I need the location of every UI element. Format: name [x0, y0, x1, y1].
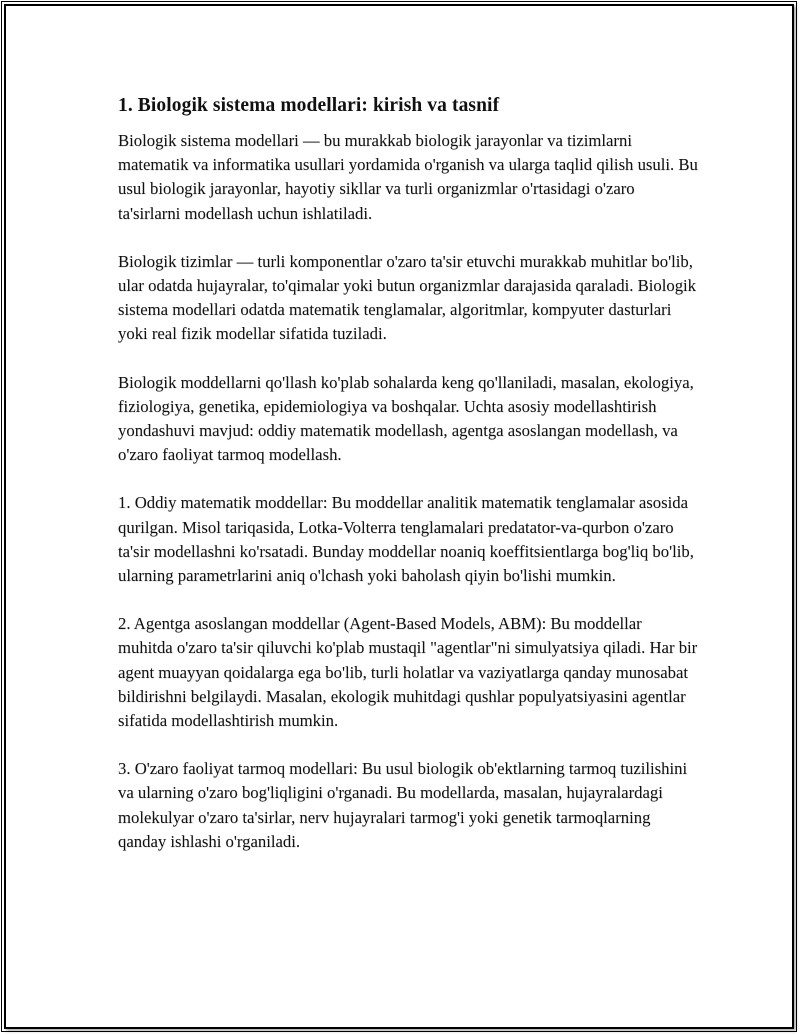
paragraph-math-models: 1. Oddiy matematik moddellar: Bu moddellar analitik matematik tenglamalar asosida qurilgan. Misol tariqasida, Lotka-Volterra tenglamalari predatator-va-qurbon o'zaro ta'sir modellashni ko'rsatadi. Bunday moddellar noaniq koeffitsientlarga bog'liq bo'lib, ularning parametrlarini aniq o'lchash yoki baholash qiyin bo'lishi mumkin.	[118, 493, 694, 586]
paragraph-agent-based-models: 2. Agentga asoslangan moddellar (Agent-Based Models, ABM): Bu moddellar muhitda o'zaro ta'sir qiluvchi ko'plab mustaqil "agentlar"ni simulyatsiya qiladi. Har bir agent muayyan qoidalarga ega bo'lib, turli holatlar va vaziyatlarga qanday munosabat bildirishni belgilaydi. Masalan, ekologik muhitdagi qushlar populyatsiyasini agentlar sifatida modellashtirish mumkin.	[118, 614, 698, 731]
document-body	[118, 93, 698, 878]
section-title: 1. Biologik sistema modellari: kirish va tasnif	[118, 95, 500, 116]
paragraph-applications: Biologik moddellarni qo'llash ko'plab sohalarda keng qo'llaniladi, masalan, ekologiya, fiziologiya, genetika, epidemiologiya va boshqalar. Uchta asosiy modellashtirish yondashuvi mavjud: oddiy matematik modellash, agentga asoslangan modellash, va o'zaro faoliyat tarmoq modellash.	[118, 372, 694, 465]
paragraph-biological-systems: Biologik tizimlar — turli komponentlar o'zaro ta'sir etuvchi murakkab muhitlar bo'lib, ular odatda hujayralar, to'qimalar yoki butun organizmlar darajasida qaraladi. Biologik sistema modellari odatda matematik tenglamalar, algoritmlar, kompyuter dasturlari yoki real fizik modellar sifatida tuziladi.	[118, 251, 697, 344]
paragraph-intro: Biologik sistema modellari — bu murakkab biologik jarayonlar va tizimlarni matematik va informatika usullari yordamida o'rganish va ularga taqlid qilish usuli. Bu usul biologik jarayonlar, hayotiy sikllar va turli organizmlar o'rtasidagi o'zaro ta'sirlarni modellash uchun ishlatiladi.	[118, 131, 698, 223]
paragraph-network-models: 3. O'zaro faoliyat tarmoq modellari: Bu usul biologik ob'ektlarning tarmoq tuzilishini va ularning o'zaro bog'liqligini o'rganadi. Bu modellarda, masalan, hujayralardagi molekulyar o'zaro ta'sirlar, nerv hujayralari tarmog'i yoki genetik tarmoqlarning qanday ishlashi o'rganiladi.	[118, 759, 688, 851]
